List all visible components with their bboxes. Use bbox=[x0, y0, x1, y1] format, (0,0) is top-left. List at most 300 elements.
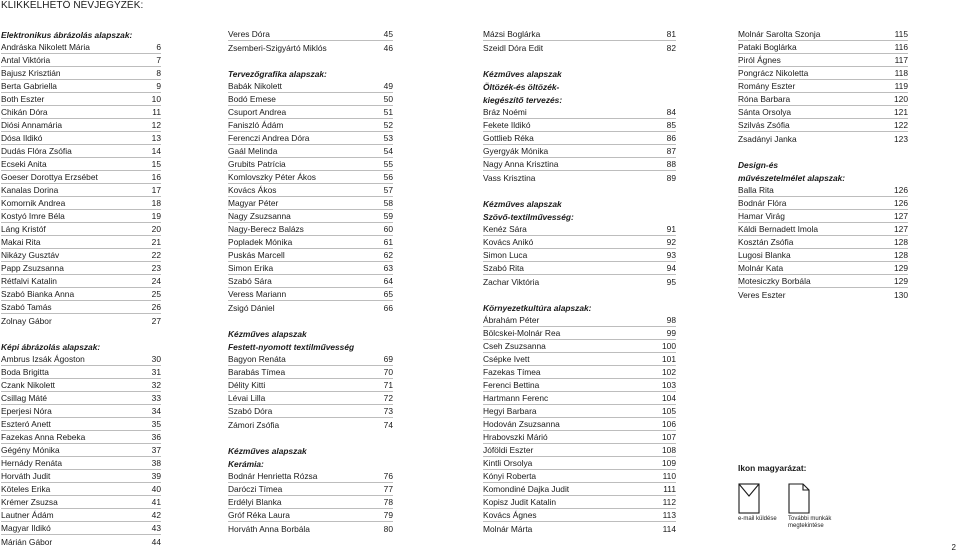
name-entry[interactable] bbox=[1, 353, 161, 366]
name-entry[interactable] bbox=[228, 28, 393, 41]
entry-name: Róna Barbara bbox=[738, 94, 791, 104]
name-entry[interactable] bbox=[228, 275, 393, 288]
name-entry[interactable] bbox=[738, 28, 908, 41]
name-entry[interactable] bbox=[483, 171, 676, 184]
entry-page-number: 34 bbox=[151, 406, 161, 416]
entry-name: Szabó Dóra bbox=[228, 406, 273, 416]
entry-name: Krémer Zsuzsa bbox=[1, 497, 58, 507]
name-entry[interactable] bbox=[738, 262, 908, 275]
entry-name: Magyar Péter bbox=[228, 198, 279, 208]
name-entry[interactable] bbox=[228, 366, 393, 379]
section-spacer bbox=[738, 145, 908, 158]
entry-name: Dudás Flóra Zsófia bbox=[1, 146, 72, 156]
entry-name: Káldi Bernadett Imola bbox=[738, 224, 819, 234]
name-entry[interactable] bbox=[738, 106, 908, 119]
entry-page-number: 58 bbox=[383, 198, 393, 208]
entry-page-number: 62 bbox=[383, 250, 393, 260]
name-entry[interactable] bbox=[1, 93, 161, 106]
name-entry[interactable] bbox=[228, 132, 393, 145]
entry-name: Dósa Ildikó bbox=[1, 133, 43, 143]
entry-page-number: 33 bbox=[151, 393, 161, 403]
name-column-1 bbox=[1, 28, 161, 548]
name-entry[interactable] bbox=[483, 405, 676, 418]
entry-page-number: 6 bbox=[156, 42, 161, 52]
entry-page-number: 128 bbox=[894, 250, 908, 260]
name-entry[interactable] bbox=[228, 41, 393, 54]
name-entry[interactable] bbox=[483, 353, 676, 366]
entry-name: Bodnár Henrietta Rózsa bbox=[228, 471, 318, 481]
name-entry[interactable] bbox=[1, 535, 161, 548]
name-entry[interactable] bbox=[483, 41, 676, 54]
name-entry[interactable] bbox=[483, 158, 676, 171]
entry-name: Gégény Mónika bbox=[1, 445, 60, 455]
name-entry[interactable] bbox=[483, 379, 676, 392]
name-entry[interactable] bbox=[228, 145, 393, 158]
entry-page-number: 22 bbox=[151, 250, 161, 260]
entry-page-number: 99 bbox=[666, 328, 676, 338]
name-entry[interactable] bbox=[738, 184, 908, 197]
entry-page-number: 79 bbox=[383, 510, 393, 520]
entry-page-number: 130 bbox=[894, 290, 908, 300]
entry-page-number: 49 bbox=[383, 81, 393, 91]
name-entry[interactable] bbox=[738, 41, 908, 54]
entry-page-number: 9 bbox=[156, 81, 161, 91]
name-entry[interactable] bbox=[483, 106, 676, 119]
name-entry[interactable] bbox=[1, 80, 161, 93]
name-entry[interactable] bbox=[1, 509, 161, 522]
entry-page-number: 117 bbox=[894, 55, 908, 65]
name-entry[interactable] bbox=[1, 223, 161, 236]
entry-name: Komornik Andrea bbox=[1, 198, 66, 208]
entry-name: Balla Rita bbox=[738, 185, 774, 195]
entry-page-number: 66 bbox=[383, 303, 393, 313]
name-entry[interactable] bbox=[228, 119, 393, 132]
name-entry[interactable] bbox=[483, 366, 676, 379]
entry-page-number: 10 bbox=[151, 94, 161, 104]
page-title: KLIKKELHETŐ NÉVJEGYZÉK: bbox=[1, 0, 144, 11]
entry-page-number: 40 bbox=[151, 484, 161, 494]
section-spacer bbox=[228, 431, 393, 444]
section-heading: művészetelmélet alapszak: bbox=[738, 173, 846, 183]
entry-page-number: 94 bbox=[666, 263, 676, 273]
entry-name: Csillag Máté bbox=[1, 393, 48, 403]
name-entry[interactable] bbox=[228, 197, 393, 210]
entry-page-number: 128 bbox=[894, 237, 908, 247]
entry-page-number: 30 bbox=[151, 354, 161, 364]
entry-name: Hernády Renáta bbox=[1, 458, 62, 468]
entry-page-number: 35 bbox=[151, 419, 161, 429]
entry-name: Horváth Judit bbox=[1, 471, 51, 481]
entry-name: Gyergyák Mónika bbox=[483, 146, 549, 156]
entry-page-number: 95 bbox=[666, 277, 676, 287]
name-entry[interactable] bbox=[1, 457, 161, 470]
entry-page-number: 25 bbox=[151, 289, 161, 299]
name-entry[interactable] bbox=[738, 132, 908, 145]
name-entry[interactable] bbox=[1, 54, 161, 67]
entry-name: Fazekas Anna Rebeka bbox=[1, 432, 86, 442]
entry-name: Kovács Ágnes bbox=[483, 510, 537, 520]
entry-name: Bodnár Flóra bbox=[738, 198, 787, 208]
name-entry[interactable] bbox=[738, 288, 908, 301]
name-entry[interactable] bbox=[1, 119, 161, 132]
section-heading: Kézműves alapszak bbox=[483, 69, 562, 79]
name-entry[interactable] bbox=[483, 496, 676, 509]
entry-page-number: 120 bbox=[894, 94, 908, 104]
name-entry[interactable] bbox=[1, 431, 161, 444]
entry-page-number: 89 bbox=[666, 173, 676, 183]
entry-name: Grubits Patrícia bbox=[228, 159, 286, 169]
name-entry[interactable] bbox=[1, 366, 161, 379]
entry-page-number: 87 bbox=[666, 146, 676, 156]
name-entry[interactable] bbox=[483, 509, 676, 522]
name-entry[interactable] bbox=[228, 223, 393, 236]
entry-page-number: 126 bbox=[894, 198, 908, 208]
entry-name: Molnár Kata bbox=[738, 263, 784, 273]
entry-page-number: 93 bbox=[666, 250, 676, 260]
name-entry[interactable] bbox=[738, 210, 908, 223]
entry-name: Horváth Anna Borbála bbox=[228, 524, 310, 534]
entry-page-number: 55 bbox=[383, 159, 393, 169]
name-entry[interactable] bbox=[483, 522, 676, 535]
entry-page-number: 15 bbox=[151, 159, 161, 169]
name-entry[interactable] bbox=[1, 249, 161, 262]
entry-page-number: 110 bbox=[662, 471, 676, 481]
name-entry[interactable] bbox=[483, 418, 676, 431]
entry-name: Papp Zsuzsanna bbox=[1, 263, 64, 273]
name-entry[interactable] bbox=[483, 28, 676, 41]
name-entry[interactable] bbox=[1, 470, 161, 483]
entry-name: Piról Ágnes bbox=[738, 55, 781, 65]
entry-name: Motesiczky Borbála bbox=[738, 276, 811, 286]
entry-name: Kenéz Sára bbox=[483, 224, 527, 234]
entry-page-number: 70 bbox=[383, 367, 393, 377]
entry-name: Czank Nikolett bbox=[1, 380, 55, 390]
name-entry[interactable] bbox=[1, 145, 161, 158]
entry-name: Magyar Ildikó bbox=[1, 523, 51, 533]
name-entry[interactable] bbox=[483, 483, 676, 496]
entry-page-number: 44 bbox=[151, 537, 161, 547]
section-heading: Tervezőgrafika alapszak: bbox=[228, 69, 327, 79]
section-spacer bbox=[483, 288, 676, 301]
entry-name: Simon Erika bbox=[228, 263, 274, 273]
entry-name: Szilvás Zsófia bbox=[738, 120, 790, 130]
name-entry[interactable] bbox=[738, 93, 908, 106]
name-entry[interactable] bbox=[1, 67, 161, 80]
section-heading: Kézműves alapszak bbox=[228, 329, 307, 339]
entry-name: Fekete Ildikó bbox=[483, 120, 531, 130]
name-entry[interactable] bbox=[483, 457, 676, 470]
name-entry[interactable] bbox=[483, 249, 676, 262]
name-entry[interactable] bbox=[228, 301, 393, 314]
name-entry[interactable] bbox=[228, 496, 393, 509]
entry-name: Ábrahám Péter bbox=[483, 315, 540, 325]
entry-name: Ecseki Anita bbox=[1, 159, 47, 169]
entry-name: Goeser Dorottya Erzsébet bbox=[1, 172, 98, 182]
entry-page-number: 13 bbox=[151, 133, 161, 143]
section-heading: kiegészítő tervezés: bbox=[483, 95, 563, 105]
entry-page-number: 72 bbox=[383, 393, 393, 403]
name-entry[interactable] bbox=[228, 522, 393, 535]
name-entry[interactable] bbox=[483, 262, 676, 275]
name-entry[interactable] bbox=[483, 223, 676, 236]
entry-name: Daróczi Tímea bbox=[228, 484, 283, 494]
entry-name: Láng Kristóf bbox=[1, 224, 46, 234]
entry-name: Délity Kitti bbox=[228, 380, 266, 390]
entry-page-number: 41 bbox=[151, 497, 161, 507]
entry-page-number: 17 bbox=[151, 185, 161, 195]
name-entry[interactable] bbox=[228, 158, 393, 171]
name-entry[interactable] bbox=[1, 405, 161, 418]
entry-name: Rétfalvi Katalin bbox=[1, 276, 57, 286]
entry-page-number: 111 bbox=[663, 484, 676, 494]
name-entry[interactable] bbox=[1, 171, 161, 184]
entry-page-number: 38 bbox=[151, 458, 161, 468]
entry-page-number: 119 bbox=[894, 81, 908, 91]
name-entry[interactable] bbox=[738, 223, 908, 236]
entry-name: Hegyi Barbara bbox=[483, 406, 537, 416]
name-entry[interactable] bbox=[228, 184, 393, 197]
entry-name: Szabó Rita bbox=[483, 263, 524, 273]
entry-name: Csuport Andrea bbox=[228, 107, 287, 117]
entry-name: Bodó Emese bbox=[228, 94, 276, 104]
entry-name: Márián Gábor bbox=[1, 537, 53, 547]
entry-page-number: 101 bbox=[662, 354, 676, 364]
name-entry[interactable] bbox=[228, 509, 393, 522]
entry-page-number: 118 bbox=[894, 68, 908, 78]
name-entry[interactable] bbox=[1, 197, 161, 210]
section-heading: Design-és bbox=[738, 160, 779, 170]
entry-page-number: 36 bbox=[151, 432, 161, 442]
name-entry[interactable] bbox=[228, 106, 393, 119]
entry-name: Puskás Marcell bbox=[228, 250, 285, 260]
entry-page-number: 63 bbox=[383, 263, 393, 273]
name-entry[interactable] bbox=[1, 379, 161, 392]
name-entry[interactable] bbox=[1, 288, 161, 301]
entry-name: Romány Eszter bbox=[738, 81, 796, 91]
entry-name: Gaál Melinda bbox=[228, 146, 278, 156]
entry-page-number: 116 bbox=[894, 42, 908, 52]
entry-page-number: 84 bbox=[666, 107, 676, 117]
name-entry[interactable] bbox=[1, 392, 161, 405]
name-entry[interactable] bbox=[738, 67, 908, 80]
entry-name: Hrabovszki Márió bbox=[483, 432, 548, 442]
name-entry[interactable] bbox=[483, 275, 676, 288]
entry-page-number: 54 bbox=[383, 146, 393, 156]
name-entry[interactable] bbox=[228, 392, 393, 405]
entry-page-number: 113 bbox=[662, 510, 676, 520]
name-entry[interactable] bbox=[738, 275, 908, 288]
name-entry[interactable] bbox=[738, 236, 908, 249]
name-entry[interactable] bbox=[1, 106, 161, 119]
entry-page-number: 14 bbox=[151, 146, 161, 156]
name-entry[interactable] bbox=[1, 444, 161, 457]
entry-page-number: 69 bbox=[383, 354, 393, 364]
legend-title: Ikon magyarázat: bbox=[738, 463, 807, 473]
entry-name: Kanalas Dorina bbox=[1, 185, 59, 195]
entry-name: Bráz Noémi bbox=[483, 107, 527, 117]
name-entry[interactable] bbox=[228, 236, 393, 249]
entry-page-number: 43 bbox=[151, 523, 161, 533]
name-entry[interactable] bbox=[738, 249, 908, 262]
section-spacer bbox=[483, 184, 676, 197]
entry-page-number: 56 bbox=[383, 172, 393, 182]
entry-name: Diósi Annamária bbox=[1, 120, 62, 130]
entry-name: Bölcskei-Molnár Rea bbox=[483, 328, 561, 338]
name-entry[interactable] bbox=[1, 522, 161, 535]
entry-name: Kosztán Zsófia bbox=[738, 237, 794, 247]
legend-email-label: e-mail küldése bbox=[738, 516, 777, 522]
name-entry[interactable] bbox=[228, 93, 393, 106]
entry-name: Popladek Mónika bbox=[228, 237, 293, 247]
entry-name: Bagyon Renáta bbox=[228, 354, 286, 364]
name-entry[interactable] bbox=[483, 236, 676, 249]
name-entry[interactable] bbox=[483, 327, 676, 340]
entry-page-number: 59 bbox=[383, 211, 393, 221]
name-entry[interactable] bbox=[228, 210, 393, 223]
entry-name: Fazekas Tímea bbox=[483, 367, 541, 377]
name-entry[interactable] bbox=[1, 210, 161, 223]
entry-name: Boda Brigitta bbox=[1, 367, 49, 377]
name-entry[interactable] bbox=[738, 80, 908, 93]
entry-name: Barabás Tímea bbox=[228, 367, 286, 377]
name-entry[interactable] bbox=[228, 418, 393, 431]
entry-name: Hodován Zsuzsanna bbox=[483, 419, 560, 429]
name-entry[interactable] bbox=[483, 392, 676, 405]
name-entry[interactable] bbox=[1, 132, 161, 145]
entry-name: Pataki Boglárka bbox=[738, 42, 797, 52]
entry-name: Kostyó Imre Béla bbox=[1, 211, 65, 221]
entry-name: Ferenci Bettina bbox=[483, 380, 540, 390]
name-entry[interactable] bbox=[483, 314, 676, 327]
entry-name: Kintli Orsolya bbox=[483, 458, 533, 468]
name-entry[interactable] bbox=[1, 158, 161, 171]
section-spacer bbox=[228, 314, 393, 327]
entry-page-number: 27 bbox=[151, 316, 161, 326]
entry-page-number: 19 bbox=[151, 211, 161, 221]
name-entry[interactable] bbox=[738, 119, 908, 132]
entry-name: Eszteró Anett bbox=[1, 419, 51, 429]
entry-page-number: 127 bbox=[894, 224, 908, 234]
name-entry[interactable] bbox=[228, 80, 393, 93]
name-entry[interactable] bbox=[483, 119, 676, 132]
entry-page-number: 86 bbox=[666, 133, 676, 143]
name-entry[interactable] bbox=[738, 197, 908, 210]
name-entry[interactable] bbox=[228, 405, 393, 418]
name-entry[interactable] bbox=[1, 262, 161, 275]
name-entry[interactable] bbox=[1, 418, 161, 431]
entry-page-number: 26 bbox=[151, 302, 161, 312]
name-entry[interactable] bbox=[1, 184, 161, 197]
entry-page-number: 73 bbox=[383, 406, 393, 416]
name-column-2 bbox=[228, 28, 393, 535]
name-entry[interactable] bbox=[483, 340, 676, 353]
name-entry[interactable] bbox=[483, 444, 676, 457]
name-column-4 bbox=[738, 28, 908, 301]
section-spacer bbox=[228, 54, 393, 67]
legend-more-works-label: További munkák megtekintése bbox=[788, 516, 832, 529]
entry-page-number: 32 bbox=[151, 380, 161, 390]
entry-page-number: 46 bbox=[383, 43, 393, 53]
entry-page-number: 91 bbox=[666, 224, 676, 234]
name-entry[interactable] bbox=[738, 54, 908, 67]
entry-page-number: 71 bbox=[383, 380, 393, 390]
entry-page-number: 102 bbox=[662, 367, 676, 377]
name-entry[interactable] bbox=[1, 301, 161, 314]
entry-name: Berta Gabriella bbox=[1, 81, 57, 91]
name-entry[interactable] bbox=[228, 288, 393, 301]
name-entry[interactable] bbox=[228, 353, 393, 366]
entry-page-number: 100 bbox=[662, 341, 676, 351]
entry-page-number: 104 bbox=[662, 393, 676, 403]
entry-name: Kónyi Roberta bbox=[483, 471, 537, 481]
name-entry[interactable] bbox=[1, 275, 161, 288]
name-entry[interactable] bbox=[1, 41, 161, 54]
name-entry[interactable] bbox=[1, 483, 161, 496]
entry-name: Kovács Ákos bbox=[228, 185, 277, 195]
name-entry[interactable] bbox=[483, 470, 676, 483]
entry-name: Szabó Sára bbox=[228, 276, 272, 286]
legend-more-works[interactable] bbox=[788, 483, 868, 530]
entry-name: Antal Viktória bbox=[1, 55, 51, 65]
name-entry[interactable] bbox=[228, 249, 393, 262]
entry-page-number: 23 bbox=[151, 263, 161, 273]
name-entry[interactable] bbox=[1, 314, 161, 327]
section-heading: Szövő-textilművesség: bbox=[483, 212, 574, 222]
entry-name: Zachar Viktória bbox=[483, 277, 540, 287]
section-spacer bbox=[483, 54, 676, 67]
name-entry[interactable] bbox=[1, 496, 161, 509]
name-entry[interactable] bbox=[1, 236, 161, 249]
entry-name: Köteles Erika bbox=[1, 484, 51, 494]
entry-page-number: 24 bbox=[151, 276, 161, 286]
entry-name: Kopisz Judit Katalin bbox=[483, 497, 557, 507]
entry-name: Gróf Réka Laura bbox=[228, 510, 290, 520]
name-entry[interactable] bbox=[483, 145, 676, 158]
entry-name: Pongrácz Nikoletta bbox=[738, 68, 809, 78]
entry-page-number: 129 bbox=[894, 263, 908, 273]
entry-name: Erdélyi Blanka bbox=[228, 497, 282, 507]
entry-name: Sánta Orsolya bbox=[738, 107, 792, 117]
name-entry[interactable] bbox=[228, 171, 393, 184]
entry-name: Babák Nikolett bbox=[228, 81, 282, 91]
entry-name: Zámori Zsófia bbox=[228, 420, 280, 430]
entry-page-number: 115 bbox=[894, 29, 908, 39]
name-entry[interactable] bbox=[483, 431, 676, 444]
entry-name: Csépke Ivett bbox=[483, 354, 530, 364]
entry-name: Veress Mariann bbox=[228, 289, 287, 299]
entry-name: Nagy Zsuzsanna bbox=[228, 211, 291, 221]
entry-name: Jóföldi Eszter bbox=[483, 445, 534, 455]
entry-name: Komondiné Dajka Judit bbox=[483, 484, 570, 494]
entry-name: Andráska Nikolett Mária bbox=[1, 42, 90, 52]
entry-page-number: 129 bbox=[894, 276, 908, 286]
entry-page-number: 77 bbox=[383, 484, 393, 494]
name-entry[interactable] bbox=[228, 262, 393, 275]
name-entry[interactable] bbox=[228, 379, 393, 392]
name-entry[interactable] bbox=[228, 470, 393, 483]
section-heading: Elektronikus ábrázolás alapszak: bbox=[1, 30, 133, 40]
name-entry[interactable] bbox=[228, 483, 393, 496]
entry-name: Lautner Ádám bbox=[1, 510, 54, 520]
section-heading: Kézműves alapszak bbox=[228, 446, 307, 456]
entry-page-number: 7 bbox=[156, 55, 161, 65]
entry-page-number: 37 bbox=[151, 445, 161, 455]
entry-page-number: 39 bbox=[151, 471, 161, 481]
entry-name: Both Eszter bbox=[1, 94, 45, 104]
entry-page-number: 121 bbox=[894, 107, 908, 117]
name-entry[interactable] bbox=[483, 132, 676, 145]
entry-name: Komlovszky Péter Ákos bbox=[228, 172, 316, 182]
